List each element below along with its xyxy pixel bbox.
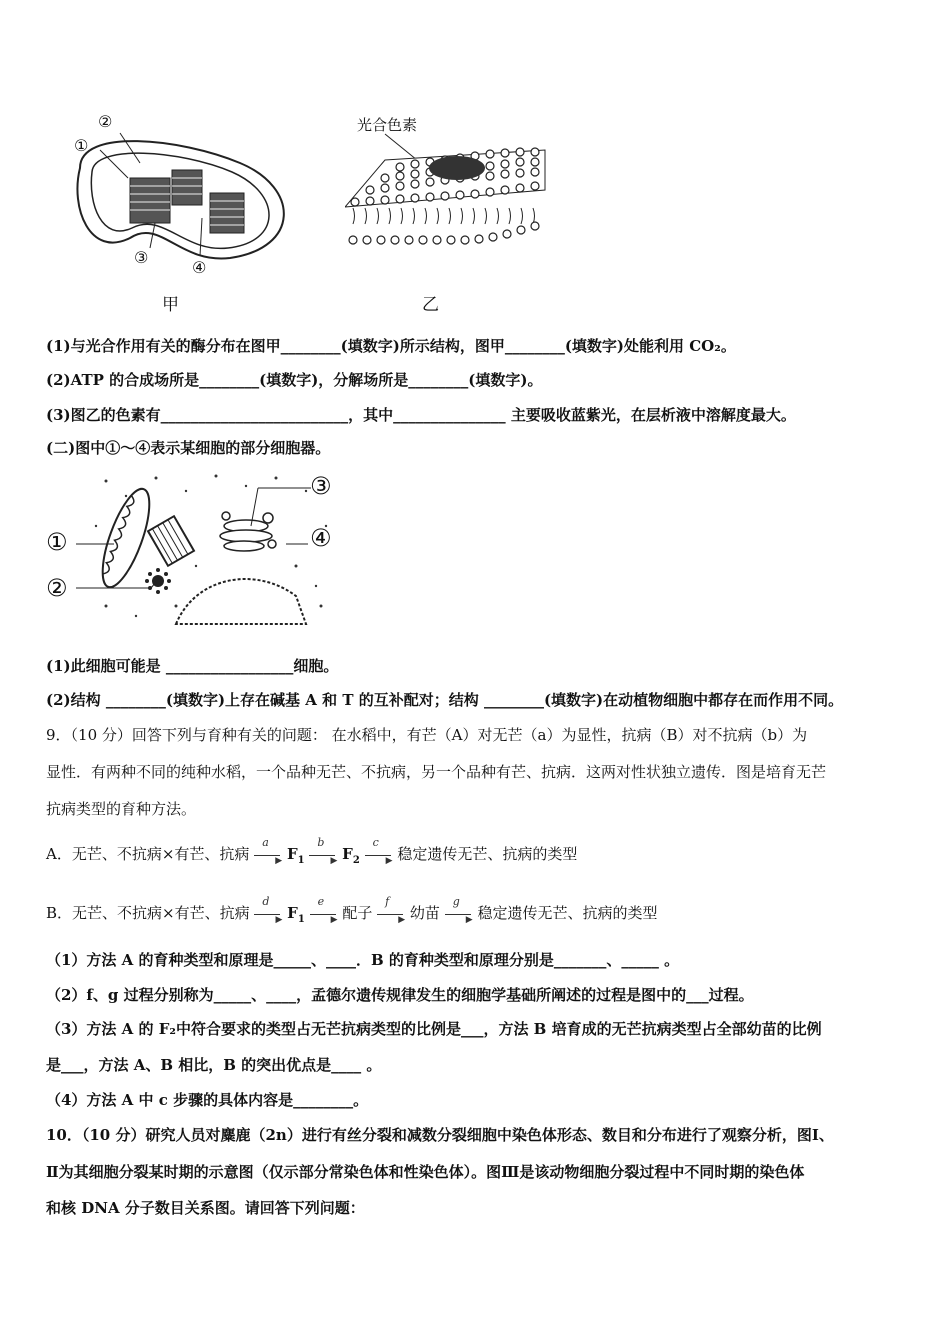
part2-q2: (2)结构 ________(填数字)上存在碱基 A 和 T 的互补配对；结构 ________(填数字)在动植物细胞中都存在而作用不同。 [46,691,844,709]
method-a-suffix: 稳定遗传无芒、抗病的类型 [397,845,578,863]
arrow-b-label: b [317,836,325,849]
part2-q1: (1)此细胞可能是 _________________细胞。 [46,657,339,675]
q9-intro-line2: 显性．有两种不同的纯种水稻，一个品种无芒、不抗病，另一个品种有芒、抗病．这两对性状独立遗传．图是培育无芒 [46,763,827,781]
q9-method-b [46,895,658,930]
part1-q2: (2)ATP 的合成场所是________(填数字)，分解场所是________(填数字)。 [46,371,543,389]
arrow-c: c ▶ [365,845,393,865]
q9-sub2: （2）f、g 过程分别称为_____、____，孟德尔遗传规律发生的细胞学基础所阐述的过程是图中的___过程。 [46,986,754,1004]
arrow-d: d ▶ [254,904,282,924]
jia-marker-2: ② [98,112,113,131]
jia-marker-4: ④ [192,258,207,277]
method-b-f1: $F_1$ [287,904,305,925]
method-a-f2: $F_2$ [342,845,360,866]
q10-line3: 和核 DNA 分子数目关系图。请回答下列问题： [46,1199,365,1217]
arrow-g: g ▶ [445,904,473,924]
pigment-caption: 光合色素 [357,116,418,134]
arrow-c-label: c [372,836,379,849]
figure-jia-label: 甲 [162,295,179,315]
membrane-figure [345,112,555,257]
cell-marker-2: ② [46,574,68,602]
figure-yi-label: 乙 [422,295,439,315]
arrow-e: e ▶ [310,904,338,924]
chloroplast-figure [60,108,310,278]
arrow-b: b ▶ [309,845,337,865]
cell-marker-1: ① [46,528,68,556]
method-b-suffix: 稳定遗传无芒、抗病的类型 [477,904,658,922]
q9-intro-line3: 抗病类型的育种方法。 [46,800,197,818]
q9-method-a [46,836,578,871]
method-a-f1: $F_1$ [286,845,305,866]
jia-marker-3: ③ [134,248,149,267]
arrow-f-label: f [385,895,390,908]
cell-marker-3: ③ [310,472,332,500]
part1-q1: (1)与光合作用有关的酶分布在图甲________(填数字)所示结构，图甲________(填数字)处能利用 CO₂。 [46,337,736,355]
q9-sub1: （1）方法 A 的育种类型和原理是_____、____．B 的育种类型和原理分别是_______、_____ 。 [46,951,680,969]
method-a-prefix: A．无芒、不抗病×有芒、抗病 [46,845,250,863]
arrow-g-label: g [452,895,460,908]
arrow-a-label: a [262,836,269,849]
arrow-e-label: e [317,895,325,908]
q9-sub4: （4）方法 A 中 c 步骤的具体内容是________。 [46,1091,369,1109]
method-b-gamete: 配子 [342,904,373,922]
jia-marker-1: ① [74,136,89,155]
q10-line1: 10．（10 分）研究人员对麋鹿（2n）进行有丝分裂和减数分裂细胞中染色体形态、数目和分布进行了观察分析，图Ⅰ、 [46,1126,834,1144]
q10-line2: Ⅱ为其细胞分裂某时期的示意图（仅示部分常染色体和性染色体）。图Ⅲ是该动物细胞分裂过程中不同时期的染色体 [46,1163,805,1181]
cell-marker-4: ④ [310,524,332,552]
part1-q3: (3)图乙的色素有_________________________，其中_______________ 主要吸收蓝紫光，在层析液中溶解度最大。 [46,406,796,424]
arrow-d-label: d [262,895,270,908]
chloroplast-diagram [60,108,310,278]
q9-intro-line1: 9．（10 分）回答下列与育种有关的问题： 在水稻中，有芒（A）对无芒（a）为显性，抗病（B）对不抗病（b）为 [46,726,808,744]
method-b-prefix: B．无芒、不抗病×有芒、抗病 [46,904,250,922]
arrow-a: a ▶ [254,845,282,865]
q9-sub3b: 是___，方法 A、B 相比，B 的突出优点是____ 。 [46,1056,382,1074]
q9-sub3a: （3）方法 A 的 F₂中符合要求的类型占无芒抗病类型的比例是___，方法 B 培育成的无芒抗病类型占全部幼苗的比例 [46,1020,822,1038]
method-b-seedling: 幼苗 [409,904,440,922]
part2-title: (二)图中①～④表示某细胞的部分细胞器。 [46,439,331,457]
cell-organelles-diagram [46,466,341,626]
arrow-f: f ▶ [377,904,405,924]
cell-organelles-figure [46,466,341,626]
